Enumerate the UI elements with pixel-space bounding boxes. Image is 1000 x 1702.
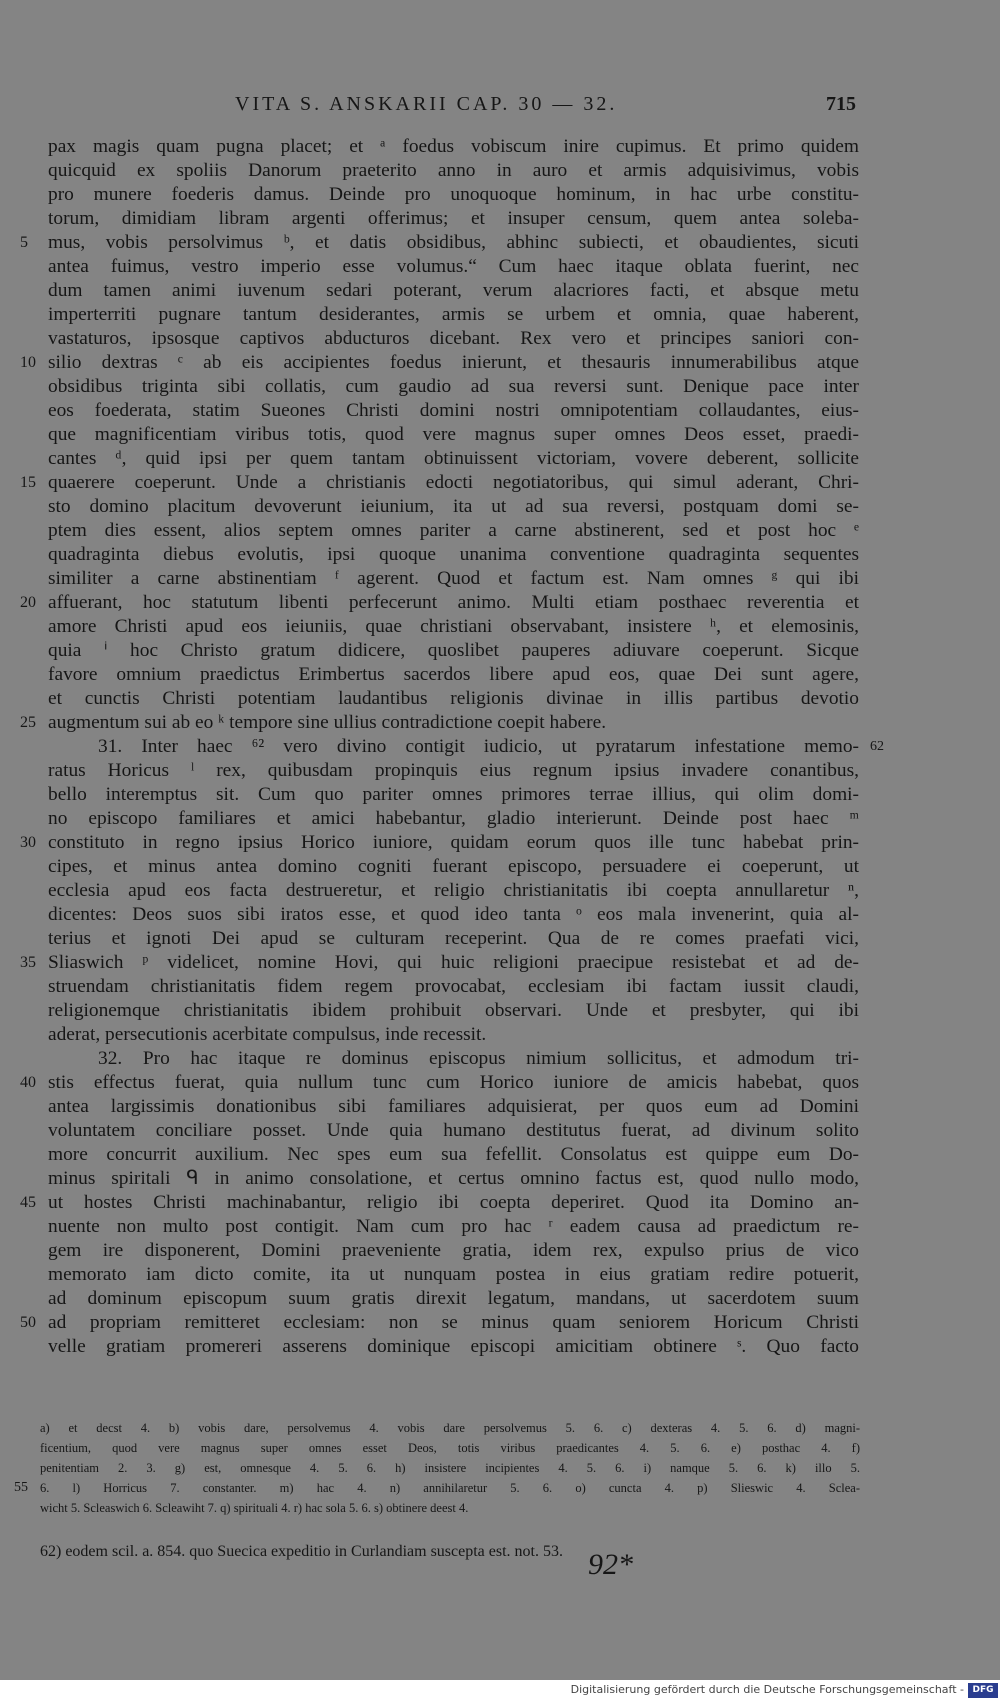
apparatus-line: a) et decst 4. b) vobis dare, persolvemus 4. vobis dare persolvemus 5. 6. c) dexteras 4. 5. 6. d) magni- [40,1421,860,1435]
text-line: dicentes: Deos suos sibi iratos esse, et quod ideo tanta ᵒ eos mala invenerint, quia al- [48,904,859,925]
text-line: memorato iam dicto comite, ita ut nunquam postea in eius gratiam redire potuerit, [48,1264,859,1285]
line-number: 25 [20,714,36,731]
text-line: voluntatem conciliare posset. Unde quia humano destitutus fuerat, ad divinum solito [48,1120,859,1141]
text-line: minus spiritali ᑫ in animo consolatione, et certus omnino factus est, quod nullo modo, [48,1168,859,1189]
text-line: constituto in regno ipsius Horico iuniore, quidam eorum quos ille tunc habebat prin- [48,832,859,853]
text-line: ut hostes Christi machinabantur, religio ibi coepta deperiret. Quod ita Domino an- [48,1192,859,1213]
apparatus-line: ficentium, quod vere magnus super omnes esset Deos, totis viribus praedicantes 4. 5. 6. e) posthac 4. f) [40,1441,860,1455]
text-line: amore Christi apud eos ieiuniis, quae christiani observabant, insistere ʰ, et elemosinis, [48,616,859,637]
text-line [48,1359,859,1383]
text-line: sto domino placitum devoverunt ieiunium, ita ut ad sua reversi, postquam domi se- [48,496,859,517]
text-line: affuerant, hoc statutum libenti perfecerunt animo. Multi etiam posthaec reverentia et [48,592,859,613]
chapter-31-start: 31. Inter haec ⁶² vero divino contigit iudicio, ut pyratarum infestatione memo- [98,736,859,757]
text-line: ad propriam remitteret ecclesiam: non se minus quam seniorem Horicum Christi [48,1312,859,1333]
text-line: velle gratiam promereri asserens dominique episcopi amicitiam obtinere ˢ. Quo facto [48,1336,859,1357]
dfg-credit: Digitalisierung gefördert durch die Deutsche Forschungsgemeinschaft - [570,1683,964,1696]
text-line: no episcopo familiares et amici habebantur, gladio interierunt. Deinde post haec ᵐ [48,808,859,829]
dfg-logo: DFG [968,1683,998,1698]
text-line: cantes ᵈ, quid ipsi per quem tantam obtinuissent victoriam, vovere deberent, sollicite [48,448,859,469]
text-line: religionemque christianitatis ibidem prohibuit observari. Unde et presbyter, qui ibi [48,1000,859,1021]
text-line: et cunctis Christi potentiam laudantibus religionis divinae in illis partibus devotio [48,688,859,709]
text-line: pro munere foederis damus. Deinde pro unoquoque hominum, in hac urbe constitu- [48,184,859,205]
text-line: augmentum sui ab eo ᵏ tempore sine ullius contradictione coepit habere. [48,712,607,733]
text-line: stis effectus fuerat, quia nullum tunc cum Horico iuniore de amicis habebat, quos [48,1072,859,1093]
margin-note: 62 [870,739,884,754]
text-line: mus, vobis persolvimus ᵇ, et datis obsidibus, abhinc subiecti, et obaudientes, sicuti [48,232,859,253]
text-line: more concurrit auxilium. Nec spes eum sua fefellit. Consolatus est quippe eum Do- [48,1144,859,1165]
text-line: terius et ignoti Dei apud se culturam receperint. Qua de re comes praefati vici, [48,928,859,949]
line-number: 45 [20,1194,36,1211]
text-line: Sliaswich ᵖ videlicet, nomine Hovi, qui huic religioni praecipue resistebat et ad de- [48,952,859,973]
text-line: gem ire disponerent, Domini praeveniente gratia, idem rex, expulso prius de vico [48,1240,859,1261]
text-line: nuente non multo post contigit. Nam cum pro hac ʳ eadem causa ad praedictum re- [48,1216,859,1237]
text-line: silio dextras ᶜ ab eis accipientes foedus inierunt, et thesauris innumerabilibus atque [48,352,859,373]
line-number: 5 [20,234,28,251]
text-line: antea fuimus, vestro imperio esse volumus.“ Cum haec itaque oblata fuerint, nec [48,256,859,277]
text-line: imperterriti pugnare tantum desiderantes, armis se urbem et omnia, quae haberent, [48,304,859,325]
text-line: quadraginta diebus evolutis, ipsi quoque unanima conventione quadraginta sequentes [48,544,859,565]
text-line: bello interemptus sit. Cum quo pariter omnes primores terrae illius, qui olim domi- [48,784,859,805]
text-line: ad dominum episcopum suum gratis direxit legatum, mandans, ut sacerdotem suum [48,1288,859,1309]
text-line: antea largissimis donationibus sibi familiares adquisierat, per quos eum ad Domini [48,1096,859,1117]
text-line: vastaturos, ipsosque captivos abducturos dicebant. Rex vero et principes saniori con- [48,328,859,349]
running-title: VITA S. ANSKARII CAP. 30 — 32. [235,93,618,115]
text-line: quicquid ex spoliis Danorum praeterito anno in auro et armis adquisivimus, vobis [48,160,859,181]
apparatus-line: 6. l) Horricus 7. constanter. m) hac 4. n) annihilaretur 5. 6. o) cuncta 4. p) Slieswic 4. Sclea- [40,1481,860,1495]
text-line: pax magis quam pugna placet; et ᵃ foedus vobiscum inire cupimus. Et primo quidem [48,136,859,157]
line-number: 15 [20,474,36,491]
text-line: similiter a carne abstinentiam ᶠ agerent. Quod et factum est. Nam omnes ᵍ qui ibi [48,568,859,589]
apparatus-line: wicht 5. Scleaswich 6. Scleawiht 7. q) spirituali 4. r) hac sola 5. 6. s) obtinere deest 4. [40,1501,469,1515]
line-number: 50 [20,1314,36,1331]
running-head [0,93,1000,123]
text-line: ratus Horicus ˡ rex, quibusdam propinquis eius regnum ipsius invadere conantibus, [48,760,859,781]
text-line: struendam christianitatis fidem regem provocabat, ecclesiam ibi factam iussit claudi, [48,976,859,997]
text-line: torum, dimidiam libram argenti offerimus; et insuper censum, quem antea soleba- [48,208,859,229]
text-line: ecclesia apud eos facta destrueretur, et religio christianitatis ibi coepta annullaretur ⁿ, [48,880,859,901]
page-number: 715 [826,93,856,115]
footer-bar [0,1680,1000,1702]
chapter-32-start: 32. Pro hac itaque re dominus episcopus nimium sollicitus, et admodum tri- [98,1048,859,1069]
footnote-62: 62) eodem scil. a. 854. quo Suecica expeditio in Curlandiam suscepta est. not. 53. [40,1543,563,1560]
line-number: 30 [20,834,36,851]
line-number: 20 [20,594,36,611]
text-line: quaerere coeperunt. Unde a christianis edocti negotiatoribus, qui simul aderant, Chri- [48,472,859,493]
text-line: obsidibus triginta sibi collatis, cum gaudio ad sua reversi sunt. Denique pace inter [48,376,859,397]
text-line: dum tamen animi iuvenum sedari poterant, verum alacriores facti, et absque metu [48,280,859,301]
line-number: 55 [14,1480,28,1495]
text-line: eos foederata, statim Sueones Christi domini nostri omnipotentiam collaudantes, eius- [48,400,859,421]
text-line: cipes, et minus antea domino cogniti fuerant episcopo, persuadere ei coeperunt, ut [48,856,859,877]
text-line: que magnificentiam viribus totis, quod vere magnus super omnes Deos esset, praedi- [48,424,859,445]
text-line: aderat, persecutionis acerbitate compulsus, inde recessit. [48,1024,487,1045]
line-number: 35 [20,954,36,971]
text-line: quia ⁱ hoc Christo gratum didicere, quoslibet pauperes adiuvare coeperunt. Sicque [48,640,859,661]
signature-mark: 92* [588,1548,633,1581]
text-line: ptem dies essent, alios septem omnes pariter a carne abstinerent, sed et post hoc ᵉ [48,520,859,541]
line-number: 40 [20,1074,36,1091]
text-line: favore omnium praedictus Erimbertus sacerdos libere apud eos, quae Dei sunt agere, [48,664,859,685]
apparatus-line: penitentiam 2. 3. g) est, omnesque 4. 5. 6. h) insistere incipientes 4. 5. 6. i) namque 5. 6. k) illo 5. [40,1461,860,1475]
line-number: 10 [20,354,36,371]
